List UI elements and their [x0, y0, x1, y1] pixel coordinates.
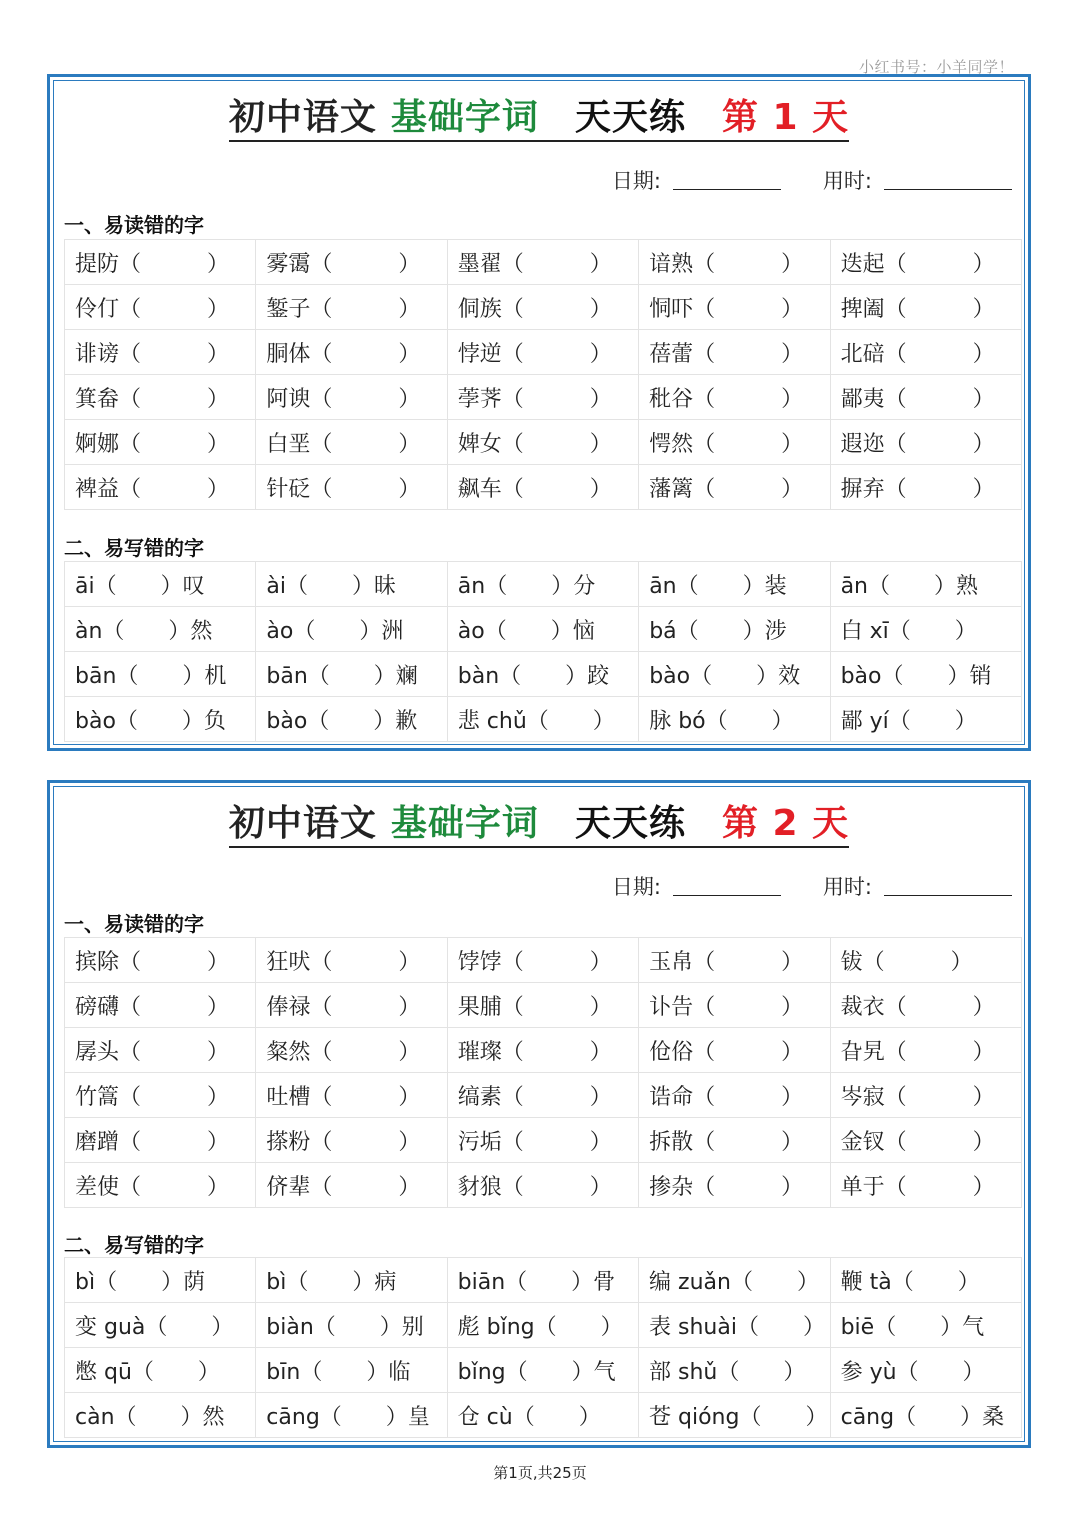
write-item-text: bào（ ）销	[840, 663, 992, 689]
read-item[interactable]	[65, 285, 256, 330]
read-row	[65, 983, 1022, 1028]
write-item[interactable]	[830, 1348, 1021, 1393]
write-item[interactable]	[447, 562, 638, 607]
read-grid	[64, 239, 1022, 510]
read-item[interactable]	[447, 1073, 638, 1118]
write-item-text: bá（ ）涉	[649, 618, 787, 644]
read-row	[65, 240, 1022, 285]
read-item[interactable]	[639, 240, 830, 285]
read-row	[65, 1163, 1022, 1208]
read-item[interactable]	[65, 1028, 256, 1073]
read-item[interactable]	[256, 1028, 447, 1073]
write-item[interactable]	[65, 697, 256, 742]
read-item-text: 金钗（ ）	[840, 1129, 995, 1155]
read-item-text: 婀娜（ ）	[75, 431, 230, 457]
read-item[interactable]	[639, 420, 830, 465]
read-item-text: 掺杂（ ）	[649, 1174, 804, 1200]
read-item[interactable]	[65, 375, 256, 420]
title-subject: 初中语文	[228, 803, 377, 844]
read-item[interactable]	[447, 465, 638, 510]
title-day-number: 第 1 天	[721, 97, 850, 138]
write-item[interactable]	[256, 697, 447, 742]
read-item-text: 悖逆（ ）	[457, 341, 612, 367]
read-item-text: 白垩（ ）	[266, 431, 421, 457]
read-item-text: 竹篙（ ）	[75, 1084, 230, 1110]
title-subject: 初中语文	[228, 97, 377, 138]
read-item[interactable]	[447, 1028, 638, 1073]
read-item[interactable]	[447, 938, 638, 983]
read-item-text: 拆散（ ）	[649, 1129, 804, 1155]
read-item-text: 搽粉（ ）	[266, 1129, 421, 1155]
write-item-text: bǐng（ ）气	[457, 1359, 616, 1385]
write-item[interactable]	[830, 1258, 1021, 1303]
read-row	[65, 1073, 1022, 1118]
write-item[interactable]	[65, 1393, 256, 1438]
write-item[interactable]	[447, 607, 638, 652]
write-item[interactable]	[830, 1393, 1021, 1438]
read-item[interactable]	[447, 420, 638, 465]
read-item-text: 伧俗（ ）	[649, 1039, 804, 1065]
read-item-text: 讣告（ ）	[649, 994, 804, 1020]
time-blank[interactable]	[884, 171, 1012, 190]
write-item-text: ào（ ）洲	[266, 618, 404, 644]
read-item[interactable]	[830, 240, 1021, 285]
read-item[interactable]	[639, 938, 830, 983]
write-item[interactable]	[65, 1303, 256, 1348]
read-item-text: 侪辈（ ）	[266, 1174, 421, 1200]
read-item-text: 豺狼（ ）	[457, 1174, 612, 1200]
read-item-text: 捭阖（ ）	[840, 296, 995, 322]
read-item[interactable]	[65, 1073, 256, 1118]
read-item[interactable]	[256, 1073, 447, 1118]
read-item-text: 诽谤（ ）	[75, 341, 230, 367]
write-item-text: biē（ ）气	[840, 1314, 985, 1340]
read-item-text: 錾子（ ）	[266, 296, 421, 322]
write-item[interactable]	[256, 1393, 447, 1438]
read-item-text: 钹（ ）	[840, 949, 973, 975]
write-item-text: bān（ ）机	[75, 663, 227, 689]
read-item-text: 狂吠（ ）	[266, 949, 421, 975]
worksheet-title	[54, 803, 1024, 848]
write-item[interactable]	[65, 652, 256, 697]
write-item-text: càn（ ）然	[75, 1404, 225, 1430]
read-item-text: 吐槽（ ）	[266, 1084, 421, 1110]
read-item-text: 璀璨（ ）	[457, 1039, 612, 1065]
read-item[interactable]	[256, 983, 447, 1028]
read-item-text: 墨翟（ ）	[457, 251, 612, 277]
write-item[interactable]	[65, 1258, 256, 1303]
read-item[interactable]	[830, 1118, 1021, 1163]
read-item[interactable]	[447, 240, 638, 285]
read-item[interactable]	[256, 240, 447, 285]
read-item[interactable]	[447, 1163, 638, 1208]
section-title-read: 一、易读错的字	[64, 912, 204, 936]
read-row	[65, 938, 1022, 983]
read-item-text: 孱头（ ）	[75, 1039, 230, 1065]
write-item[interactable]	[65, 562, 256, 607]
write-item[interactable]	[639, 562, 830, 607]
write-item-text: bān（ ）斓	[266, 663, 418, 689]
read-item-text: 粲然（ ）	[266, 1039, 421, 1065]
read-item-text: 秕谷（ ）	[649, 386, 804, 412]
date-blank[interactable]	[673, 171, 781, 190]
read-item-text: 差使（ ）	[75, 1174, 230, 1200]
read-item-text: 裨益（ ）	[75, 476, 230, 502]
read-item[interactable]	[830, 1028, 1021, 1073]
write-item-text: ào（ ）恼	[457, 618, 595, 644]
read-item[interactable]	[447, 375, 638, 420]
write-item-text: 参 yù（ ）	[840, 1359, 985, 1385]
read-item-text: 摈除（ ）	[75, 949, 230, 975]
read-row	[65, 330, 1022, 375]
write-item[interactable]	[256, 1258, 447, 1303]
write-item[interactable]	[65, 1348, 256, 1393]
read-item[interactable]	[65, 1163, 256, 1208]
write-item-text: ān（ ）装	[649, 573, 787, 599]
read-item[interactable]	[830, 375, 1021, 420]
read-item[interactable]	[830, 983, 1021, 1028]
read-item-text: 恫吓（ ）	[649, 296, 804, 322]
write-item-text: ān（ ）熟	[840, 573, 979, 599]
read-item-text: 遐迩（ ）	[840, 431, 995, 457]
read-item-text: 侗族（ ）	[457, 296, 612, 322]
write-item-text: 憋 qū（ ）	[75, 1359, 220, 1385]
write-row	[65, 1258, 1022, 1303]
write-item[interactable]	[830, 1303, 1021, 1348]
read-item[interactable]	[256, 465, 447, 510]
read-item-text: 箕畚（ ）	[75, 386, 230, 412]
write-item-text: 编 zuǎn（ ）	[649, 1269, 819, 1295]
worksheet-title	[54, 97, 1024, 142]
read-item-text: 北碚（ ）	[840, 341, 995, 367]
write-item-text: 苍 qióng（ ）	[649, 1404, 828, 1430]
write-item[interactable]	[830, 607, 1021, 652]
section-title-read: 一、易读错的字	[64, 213, 204, 237]
read-item-text: 飙车（ ）	[457, 476, 612, 502]
write-item-text: bì（ ）荫	[75, 1269, 206, 1295]
read-item[interactable]	[65, 330, 256, 375]
write-item[interactable]	[256, 1303, 447, 1348]
read-item[interactable]	[65, 420, 256, 465]
read-item[interactable]	[256, 938, 447, 983]
write-item-text: bào（ ）负	[75, 708, 226, 734]
read-item-text: 旮旯（ ）	[840, 1039, 995, 1065]
read-item[interactable]	[639, 1163, 830, 1208]
page-number: 第1页,共25页	[493, 1464, 587, 1482]
read-row	[65, 285, 1022, 330]
write-row	[65, 1393, 1022, 1438]
read-item[interactable]	[447, 330, 638, 375]
date-label: 日期:	[611, 875, 661, 899]
write-item-text: bīn（ ）临	[266, 1359, 411, 1385]
title-daily: 天天练	[574, 97, 686, 138]
write-item-text: biàn（ ）别	[266, 1314, 424, 1340]
read-item-text: 饽饽（ ）	[457, 949, 612, 975]
write-grid	[64, 561, 1022, 742]
read-item[interactable]	[256, 1118, 447, 1163]
write-item[interactable]	[256, 562, 447, 607]
write-item[interactable]	[639, 1393, 831, 1438]
write-item-text: āi（ ）叹	[75, 573, 205, 599]
read-item-text: 婢女（ ）	[457, 431, 612, 457]
write-item-text: 变 guà（ ）	[75, 1314, 234, 1340]
read-item-text: 提防（ ）	[75, 251, 230, 277]
write-item-text: bàn（ ）跤	[457, 663, 610, 689]
write-item-text: 表 shuài（ ）	[649, 1314, 825, 1340]
write-row	[65, 652, 1022, 697]
read-item[interactable]	[447, 1118, 638, 1163]
time-label: 用时:	[822, 875, 872, 899]
write-item-text: 鄙 yí（ ）	[840, 708, 977, 734]
write-item[interactable]	[256, 652, 447, 697]
write-item-text: 鞭 tà（ ）	[840, 1269, 980, 1295]
title-daily: 天天练	[574, 803, 686, 844]
write-item[interactable]	[830, 652, 1021, 697]
section-title-write: 二、易写错的字	[64, 1233, 204, 1257]
write-item[interactable]	[447, 1258, 638, 1303]
read-item[interactable]	[65, 240, 256, 285]
read-item[interactable]	[447, 983, 638, 1028]
write-item-text: ài（ ）昧	[266, 573, 396, 599]
read-item[interactable]	[830, 330, 1021, 375]
title-day-number: 第 2 天	[721, 803, 850, 844]
read-item-text: 玉帛（ ）	[649, 949, 804, 975]
write-item[interactable]	[639, 697, 830, 742]
write-item[interactable]	[830, 562, 1021, 607]
title-topic: 基础字词	[390, 97, 539, 138]
read-item-text: 岑寂（ ）	[840, 1084, 995, 1110]
read-item-text: 俸禄（ ）	[266, 994, 421, 1020]
read-item[interactable]	[256, 420, 447, 465]
write-item[interactable]	[639, 1258, 831, 1303]
section-title-write: 二、易写错的字	[64, 536, 204, 560]
write-item[interactable]	[639, 652, 830, 697]
read-item[interactable]	[639, 465, 830, 510]
read-row	[65, 420, 1022, 465]
watermark: 小红书号：小羊同学！	[858, 58, 1014, 76]
read-item-text: 蓓蕾（ ）	[649, 341, 804, 367]
worksheet-day-1	[47, 74, 1031, 751]
write-item[interactable]	[65, 607, 256, 652]
write-item-text: 悲 chǔ（ ）	[457, 708, 615, 734]
read-item[interactable]	[830, 938, 1021, 983]
read-item[interactable]	[639, 983, 830, 1028]
read-item[interactable]	[639, 1073, 830, 1118]
read-item-text: 伶仃（ ）	[75, 296, 230, 322]
read-item-text: 磅礴（ ）	[75, 994, 230, 1020]
read-item-text: 荸荠（ ）	[457, 386, 612, 412]
write-item-text: 部 shǔ（ ）	[649, 1359, 806, 1385]
write-item[interactable]	[447, 1348, 638, 1393]
read-row	[65, 465, 1022, 510]
read-item-text: 藩篱（ ）	[649, 476, 804, 502]
write-row	[65, 1303, 1022, 1348]
read-item[interactable]	[830, 1073, 1021, 1118]
read-item-text: 迭起（ ）	[840, 251, 995, 277]
read-item[interactable]	[65, 465, 256, 510]
write-item-text: bào（ ）效	[649, 663, 801, 689]
read-item-text: 鄙夷（ ）	[840, 386, 995, 412]
write-item-text: àn（ ）然	[75, 618, 213, 644]
read-row	[65, 1028, 1022, 1073]
read-item[interactable]	[256, 1163, 447, 1208]
read-item[interactable]	[256, 375, 447, 420]
write-item[interactable]	[447, 697, 638, 742]
read-grid	[64, 937, 1022, 1208]
read-item-text: 雾霭（ ）	[266, 251, 421, 277]
read-item[interactable]	[256, 285, 447, 330]
write-item[interactable]	[256, 1348, 447, 1393]
write-item[interactable]	[447, 1303, 638, 1348]
date-label: 日期:	[611, 169, 661, 193]
read-item-text: 愕然（ ）	[649, 431, 804, 457]
write-item[interactable]	[639, 1303, 831, 1348]
write-item-text: biān（ ）骨	[457, 1269, 616, 1295]
write-item-text: bì（ ）病	[266, 1269, 397, 1295]
write-item[interactable]	[447, 1393, 638, 1438]
time-blank[interactable]	[884, 877, 1012, 896]
date-time-fields	[612, 165, 1012, 195]
write-item-text: ān（ ）分	[457, 573, 596, 599]
read-item-text: 裁衣（ ）	[840, 994, 995, 1020]
read-item-text: 磨蹭（ ）	[75, 1129, 230, 1155]
read-item-text: 针砭（ ）	[266, 476, 421, 502]
date-blank[interactable]	[673, 877, 781, 896]
read-item[interactable]	[256, 330, 447, 375]
read-item[interactable]	[830, 1163, 1021, 1208]
read-item-text: 摒弃（ ）	[840, 476, 995, 502]
read-item[interactable]	[639, 1118, 830, 1163]
read-item[interactable]	[830, 285, 1021, 330]
write-item-text: 白 xī（ ）	[840, 618, 977, 644]
write-row	[65, 607, 1022, 652]
write-item[interactable]	[447, 652, 638, 697]
read-item-text: 胴体（ ）	[266, 341, 421, 367]
write-item[interactable]	[830, 697, 1021, 742]
write-grid	[64, 1257, 1022, 1438]
read-item-text: 果脯（ ）	[457, 994, 612, 1020]
write-item[interactable]	[256, 607, 447, 652]
write-row	[65, 697, 1022, 742]
read-item[interactable]	[639, 285, 830, 330]
write-item-text: 仓 cù（ ）	[457, 1404, 601, 1430]
read-item[interactable]	[447, 285, 638, 330]
date-time-fields	[612, 871, 1012, 901]
worksheet-day-2	[47, 780, 1031, 1448]
write-row	[65, 562, 1022, 607]
read-row	[65, 1118, 1022, 1163]
write-item[interactable]	[639, 1348, 831, 1393]
read-item[interactable]	[830, 465, 1021, 510]
write-item-text: bào（ ）歉	[266, 708, 418, 734]
read-item-text: 缟素（ ）	[457, 1084, 612, 1110]
read-item-text: 污垢（ ）	[457, 1129, 612, 1155]
write-item-text: cāng（ ）桑	[840, 1404, 1005, 1430]
read-item[interactable]	[65, 938, 256, 983]
write-item-text: 脉 bó（ ）	[649, 708, 794, 734]
read-item-text: 阿谀（ ）	[266, 386, 421, 412]
read-item[interactable]	[65, 983, 256, 1028]
write-item-text: cāng（ ）皇	[266, 1404, 430, 1430]
write-row	[65, 1348, 1022, 1393]
read-item[interactable]	[639, 1028, 830, 1073]
read-item[interactable]	[639, 330, 830, 375]
read-item[interactable]	[639, 375, 830, 420]
read-item-text: 诰命（ ）	[649, 1084, 804, 1110]
read-row	[65, 375, 1022, 420]
read-item[interactable]	[830, 420, 1021, 465]
title-topic: 基础字词	[390, 803, 539, 844]
write-item-text: 彪 bǐng（ ）	[457, 1314, 623, 1340]
write-item[interactable]	[639, 607, 830, 652]
read-item[interactable]	[65, 1118, 256, 1163]
read-item-text: 单于（ ）	[840, 1174, 995, 1200]
read-item-text: 谙熟（ ）	[649, 251, 804, 277]
time-label: 用时:	[822, 169, 872, 193]
